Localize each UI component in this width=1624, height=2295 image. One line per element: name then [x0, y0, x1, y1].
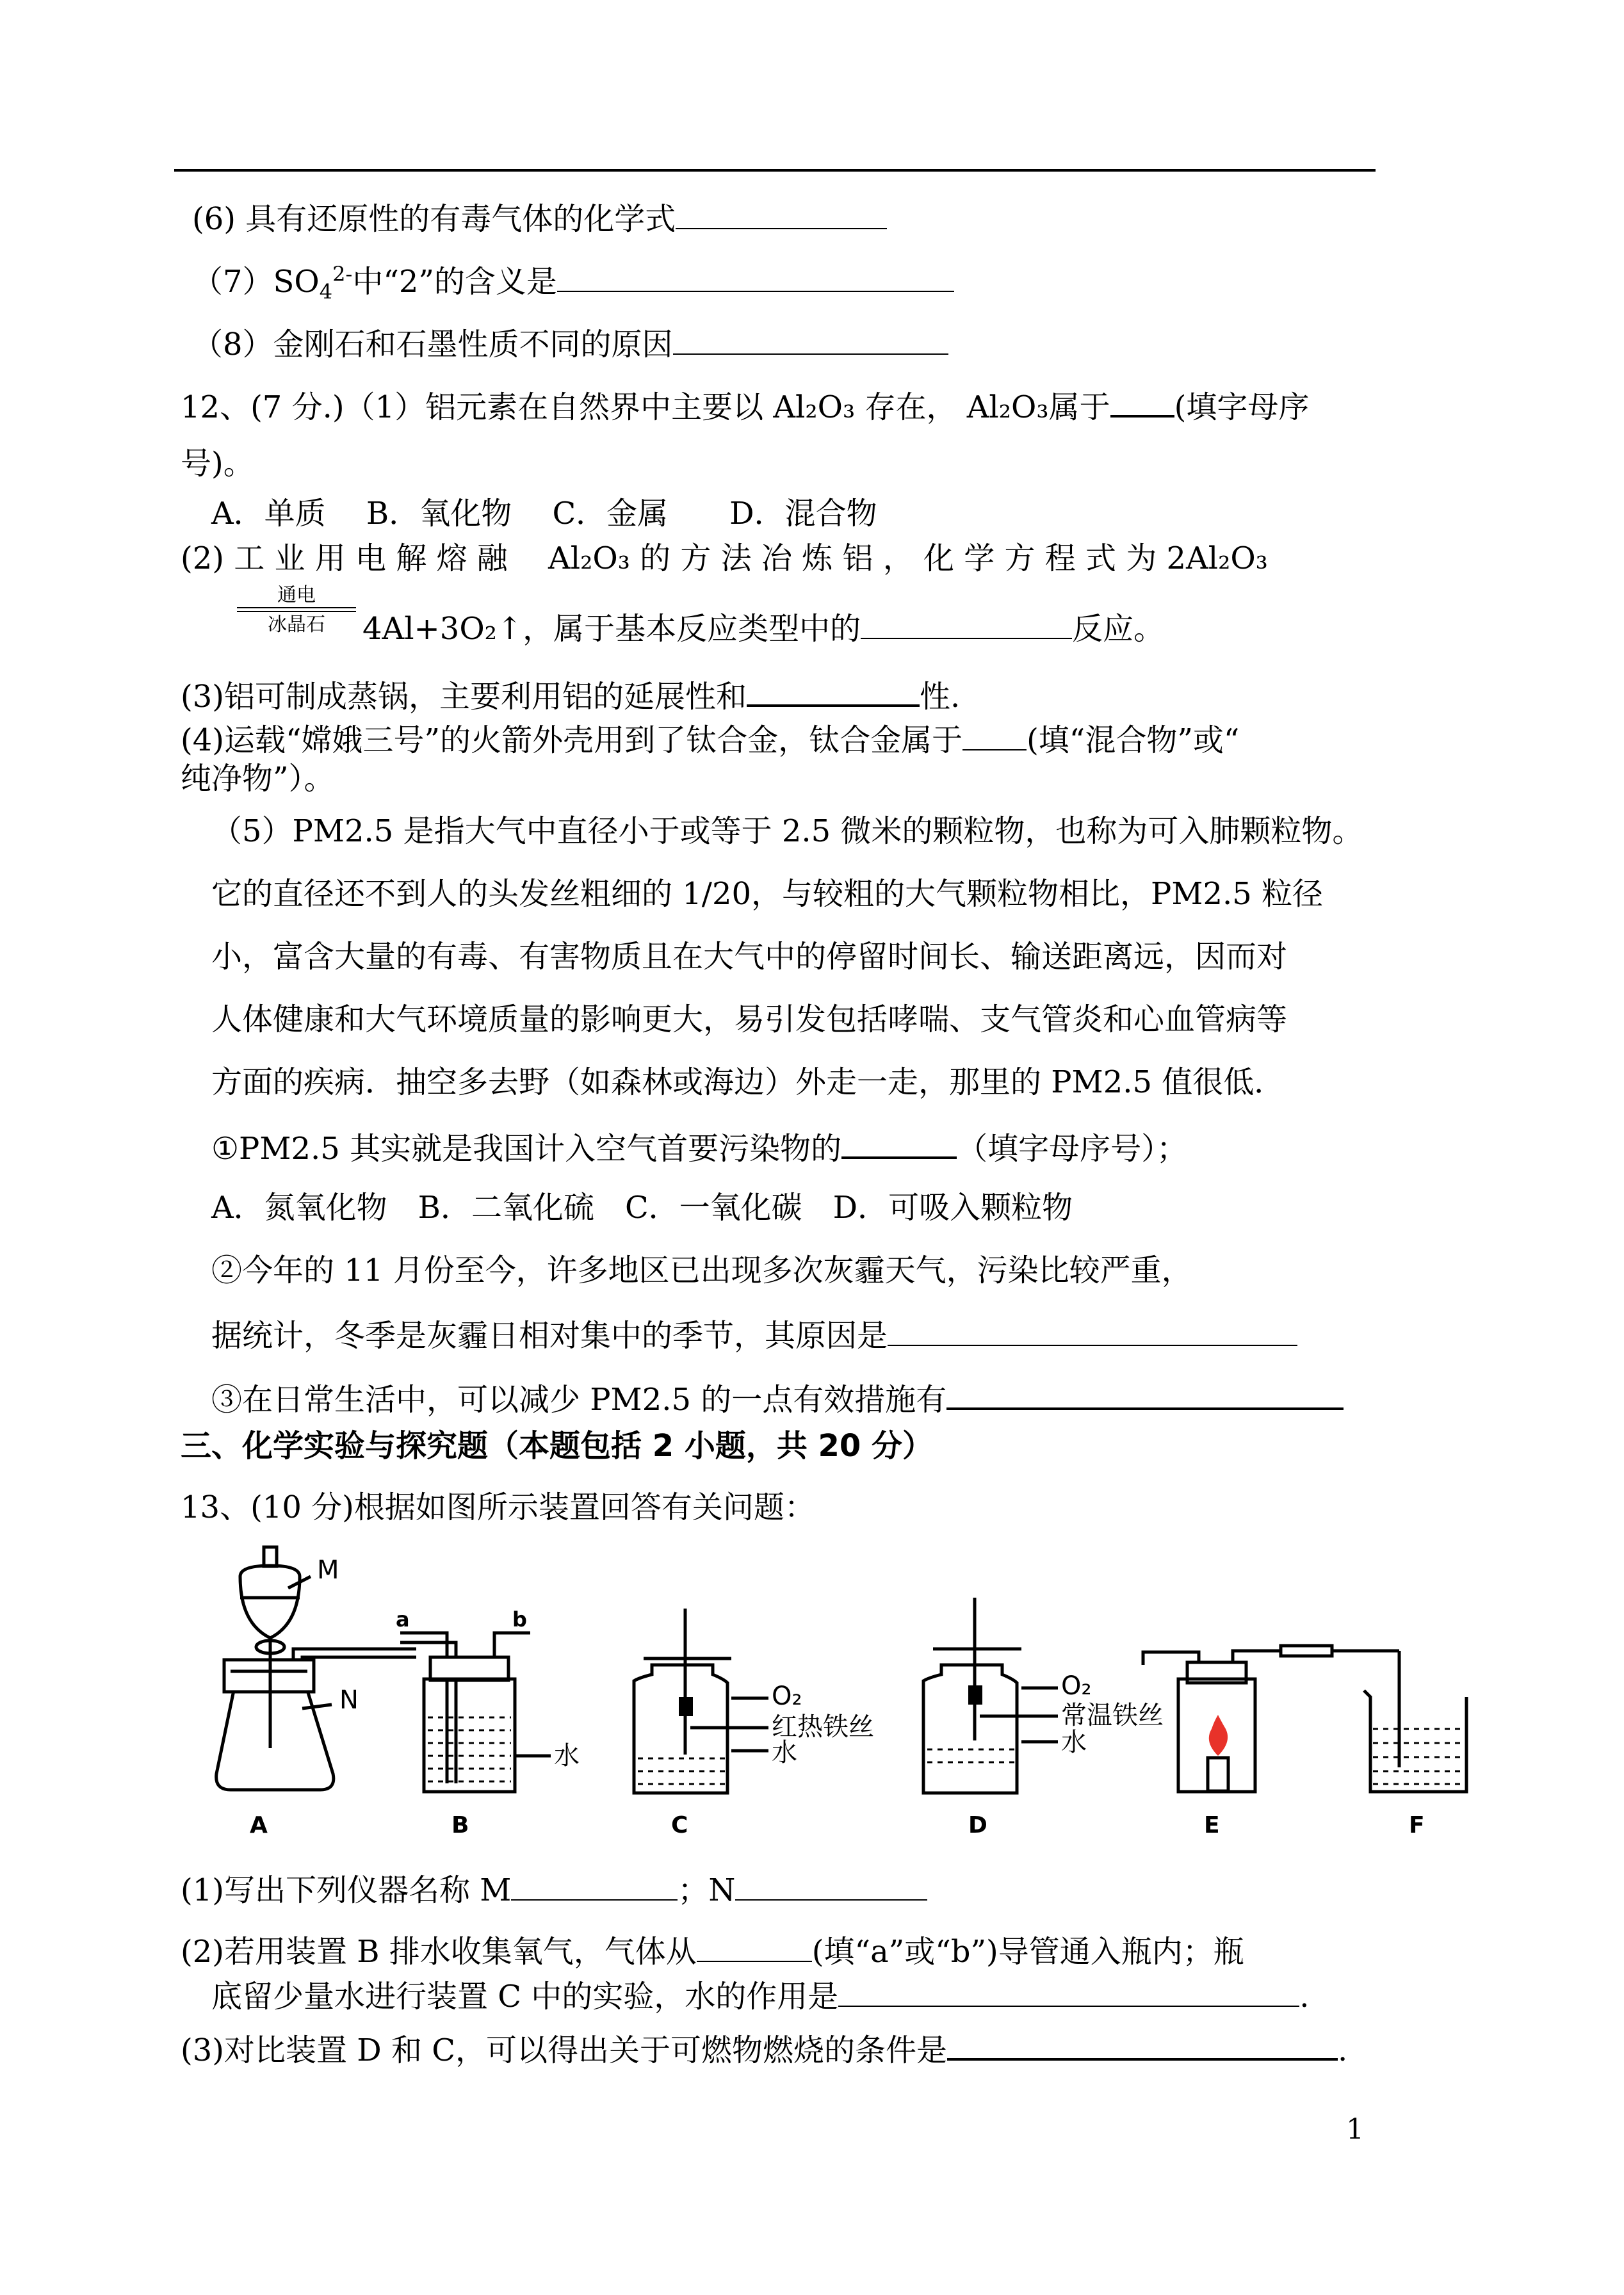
q12-part-5-line-2: 它的直径还不到人的头发丝粗细的 1/20，与较粗的大气颗粒物相比，PM2.5 粒径 [211, 876, 1324, 912]
q12-part-5-line-5: 方面的疾病．抽空多去野（如森林或海边）外走一走，那里的 PM2.5 值很低． [211, 1064, 1285, 1100]
q12-equation-text-end: 反应。 [1072, 611, 1165, 647]
condition-top: 通电 [277, 584, 316, 606]
q11-item-7-text-2: 中“2”的含义是 [352, 264, 557, 300]
answer-blank[interactable] [888, 1313, 1297, 1346]
q11-item-7 [192, 259, 954, 302]
caption-b: B [451, 1812, 469, 1838]
q12-options-2: A．氮氧化物 B．二氧化硫 C．一氧化碳 D．可吸入颗粒物 [211, 1190, 1073, 1226]
superscript: 2- [332, 262, 353, 286]
q13-sub-3 [181, 2026, 1347, 2071]
q12-part-4 [181, 717, 1239, 761]
answer-blank[interactable] [557, 259, 954, 292]
q12-part-4-text: (4)运载“嫦娥三号”的火箭外壳用到了钛合金，钛合金属于 [181, 722, 963, 758]
answer-blank[interactable] [676, 196, 887, 229]
label-o2-d: O₂ [1061, 1671, 1092, 1701]
q13-sub-2-text: (2)若用装置 B 排水收集氧气，气体从 [181, 1934, 697, 1970]
q12-options: A．单质 B．氧化物 C．金属 D．混合物 [211, 496, 877, 531]
label-b: b [512, 1607, 527, 1632]
q13-sub-3-end: . [1337, 2032, 1348, 2068]
q12-sub-2-line-1: ②今年的 11 月份至今，许多地区已出现多次灰霾天气，污染比较严重， [211, 1253, 1192, 1288]
q13-sub-1-text: (1)写出下列仪器名称 M [181, 1872, 512, 1908]
apparatus-a [216, 1547, 416, 1790]
funnel-stopper [264, 1547, 277, 1566]
equals-sign [237, 607, 356, 612]
candle-flame [1209, 1715, 1228, 1756]
q13-sub-2-line-1 [181, 1929, 1244, 1972]
caption-d: D [968, 1812, 987, 1838]
label-n: N [339, 1685, 359, 1715]
apparatus-c [634, 1609, 768, 1793]
apparatus-f [1364, 1691, 1466, 1792]
q12-sub-1 [211, 1124, 1187, 1169]
q12-sub-2-text: 据统计，冬季是灰霾日相对集中的季节，其原因是 [211, 1318, 888, 1354]
label-room-temp-iron-wire: 常温铁丝 [1061, 1701, 1164, 1730]
q12-sub-3 [211, 1375, 1344, 1420]
candle [1208, 1758, 1228, 1791]
apparatus-b [400, 1633, 551, 1792]
header-rule [174, 169, 1376, 172]
iron-wire-c [679, 1697, 693, 1716]
apparatus-e [1143, 1646, 1399, 1792]
answer-blank[interactable] [747, 672, 920, 707]
answer-blank[interactable] [962, 717, 1027, 750]
caption-a: A [250, 1812, 268, 1838]
q11-item-6-text: (6) 具有还原性的有毒气体的化学式 [192, 201, 676, 237]
caption-c: C [671, 1812, 688, 1838]
q12-part-5-line-4: 人体健康和大气环境质量的影响更大，易引发包括哮喘、支气管炎和心血管病等 [211, 1002, 1288, 1037]
q13-sub-1 [181, 1867, 927, 1911]
q11-item-8-text: （8）金刚石和石墨性质不同的原因 [192, 327, 673, 362]
bottle-d [923, 1665, 1017, 1793]
q12-sub-1-end: （填字母序号）； [957, 1131, 1188, 1167]
reaction-condition [237, 584, 356, 638]
apparatus-d [923, 1598, 1058, 1793]
q13-sub-2-text-3: 底留少量水进行装置 C 中的实验，水的作用是 [211, 1979, 839, 2015]
answer-blank[interactable] [947, 2026, 1338, 2061]
bottle-b-stopper [430, 1657, 508, 1680]
q12-part-5-line-3: 小，富含大量的有毒、有害物质且在大气中的停留时间长、输送距离远，因而对 [211, 939, 1288, 975]
q13-sub-2-end: . [1299, 1979, 1310, 2015]
q12-text: 12、(7 分.)（1）铝元素在自然界中主要以 Al₂O₃ 存在， Al₂O₃属于 [181, 389, 1110, 425]
q12-part-2-line-2 [362, 606, 1164, 649]
q12-part-4-line-2: 纯净物”）。 [181, 761, 335, 797]
q13-sub-2-text-2: (填“a”或“b”)导管通入瓶内；瓶 [811, 1934, 1244, 1970]
q12-sub-1-text: ①PM2.5 其实就是我国计入空气首要污染物的 [211, 1131, 842, 1167]
q12-part-3 [181, 672, 960, 717]
q13-intro: 13、(10 分)根据如图所示装置回答有关问题： [181, 1489, 815, 1525]
answer-blank[interactable] [697, 1929, 812, 1962]
subscript: 4 [319, 279, 333, 304]
label-water-b: 水 [554, 1741, 580, 1771]
section-heading-3: 三、化学实验与探究题（本题包括 2 小题，共 20 分） [181, 1428, 934, 1464]
answer-blank[interactable] [735, 1867, 927, 1901]
answer-blank[interactable] [1110, 383, 1174, 418]
answer-blank[interactable] [841, 1124, 957, 1159]
label-a: a [396, 1607, 410, 1632]
q11-item-8 [192, 321, 948, 365]
apparatus-figure [179, 1537, 1486, 1851]
q12-part-4-text-2: (填“混合物”或“ [1027, 722, 1240, 758]
q12-text-end: (填字母序 [1174, 389, 1310, 425]
answer-blank[interactable] [946, 1375, 1344, 1410]
label-hot-iron-wire: 红热铁丝 [772, 1712, 874, 1742]
q12-part-3-end: 性. [920, 679, 961, 715]
answer-blank[interactable] [861, 606, 1072, 639]
iron-wire-d [968, 1685, 982, 1705]
q12-part-2-line-1: (2) 工 业 用 电 解 熔 融 Al₂O₃ 的 方 法 冶 炼 铝 ， 化 学 方 程 式 为 2Al₂O₃ [181, 540, 1268, 576]
bottle-b [424, 1679, 515, 1792]
separatory-funnel [240, 1566, 300, 1638]
caption-f: F [1409, 1812, 1425, 1838]
q12-line-2: 号)。 [181, 446, 254, 482]
q13-sub-2-line-2 [211, 1974, 1310, 2017]
label-water-c: 水 [772, 1738, 797, 1767]
beaker-f [1364, 1691, 1466, 1792]
condition-bottom: 冰晶石 [268, 613, 325, 636]
answer-blank[interactable] [511, 1867, 678, 1901]
label-o2-c: O₂ [772, 1682, 802, 1711]
q11-item-6 [192, 196, 887, 239]
q12-part-3-text: (3)铝可制成蒸锅，主要利用铝的延展性和 [181, 679, 747, 715]
q11-item-7-text: （7）SO [192, 264, 320, 300]
label-water-d: 水 [1061, 1728, 1087, 1757]
caption-e: E [1204, 1812, 1220, 1838]
q12-sub-2-line-2 [211, 1313, 1297, 1356]
answer-blank[interactable] [673, 321, 948, 355]
q12-part-5-line-1: （5）PM2.5 是指大气中直径小于或等于 2.5 微米的颗粒物，也称为可入肺颗粒物。 [211, 813, 1363, 849]
label-m: M [317, 1555, 339, 1585]
answer-blank[interactable] [838, 1974, 1299, 2007]
page-number: 1 [1346, 2113, 1364, 2146]
q12-equation-text: 4Al+3O₂↑，属于基本反应类型中的 [362, 611, 861, 647]
q12-sub-3-text: ③在日常生活中，可以减少 PM2.5 的一点有效措施有 [211, 1382, 947, 1418]
q13-sub-1-text-2: ；N [678, 1872, 736, 1908]
q12-line-1 [181, 383, 1309, 428]
q13-sub-3-text: (3)对比装置 D 和 C，可以得出关于可燃物燃烧的条件是 [181, 2032, 947, 2068]
